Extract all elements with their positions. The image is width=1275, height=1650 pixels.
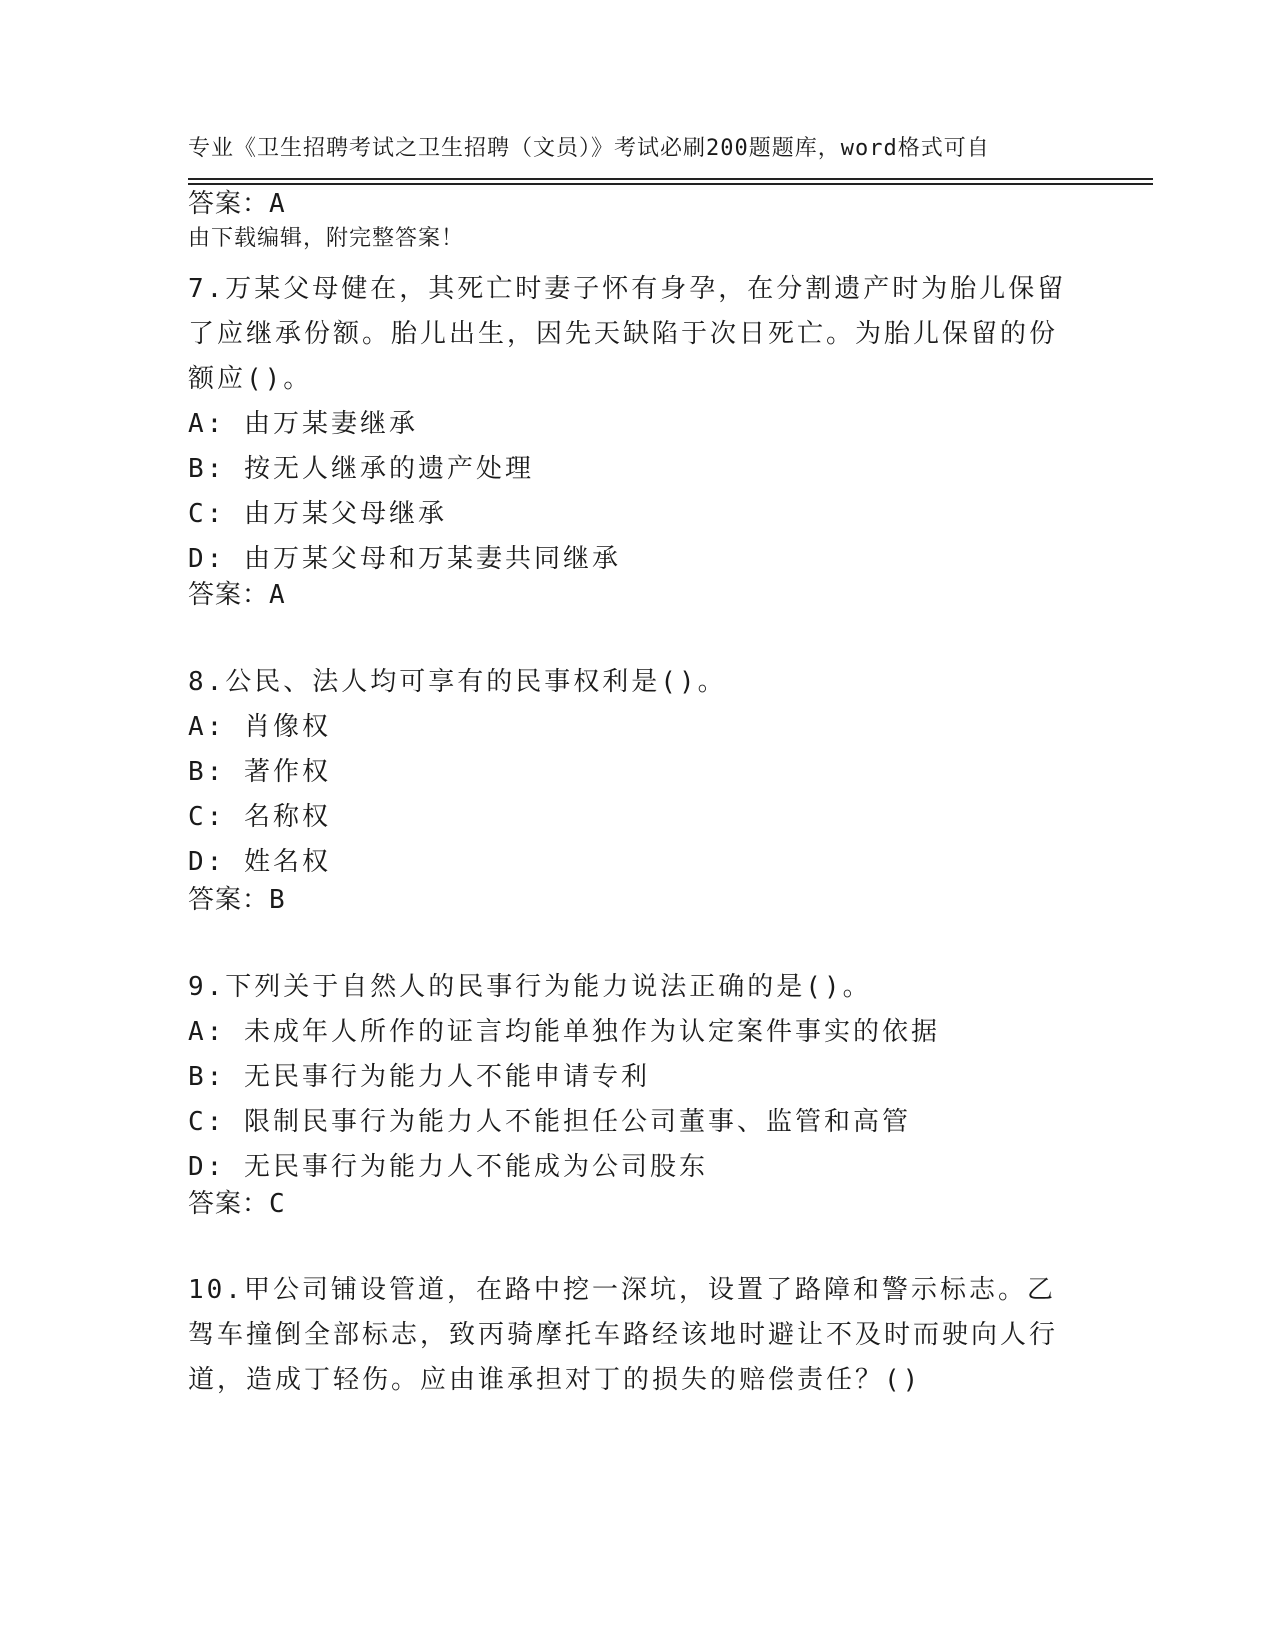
question-8-option-d: D: 姓名权 <box>188 847 331 877</box>
question-8-stem: 8.公民、法人均可享有的民事权利是()。 <box>188 667 727 697</box>
question-8 <box>188 660 1068 885</box>
question-9-answer: 答案：C <box>188 1189 286 1219</box>
question-7-stem: 7.万某父母健在，其死亡时妻子怀有身孕，在分割遗产时为胎儿保留了应继承份额。胎儿出生，因先天缺陷于次日死亡。为胎儿保留的份额应()。 <box>188 274 1067 394</box>
question-7-option-c: C: 由万某父母继承 <box>188 499 447 529</box>
question-7-option-a: A: 由万某妻继承 <box>188 409 418 439</box>
header-line-1: 专业《卫生招聘考试之卫生招聘（文员）》考试必刷200题题库，word格式可自 <box>188 136 990 161</box>
question-9-option-a: A: 未成年人所作的证言均能单独作为认定案件事实的依据 <box>188 1017 940 1047</box>
question-9 <box>188 965 1068 1190</box>
question-8-option-a: A: 肖像权 <box>188 712 331 742</box>
question-9-option-c: C: 限制民事行为能力人不能担任公司董事、监管和高管 <box>188 1107 911 1137</box>
question-10-stem: 10.甲公司铺设管道，在路中挖一深坑，设置了路障和警示标志。乙驾车撞倒全部标志，致丙骑摩托车路经该地时避让不及时而驶向人行道，造成丁轻伤。应由谁承担对丁的损失的赔偿责任？() <box>188 1275 1059 1395</box>
question-10 <box>188 1268 1068 1403</box>
header-line-2: 由下载编辑，附完整答案！ <box>188 226 465 251</box>
question-9-option-b: B: 无民事行为能力人不能申请专利 <box>188 1062 650 1092</box>
header-rule-top <box>188 178 1153 180</box>
answer-previous: 答案：A <box>188 189 286 219</box>
question-9-stem: 9.下列关于自然人的民事行为能力说法正确的是()。 <box>188 972 872 1002</box>
question-8-option-c: C: 名称权 <box>188 802 331 832</box>
question-8-option-b: B: 著作权 <box>188 757 331 787</box>
question-7-option-d: D: 由万某父母和万某妻共同继承 <box>188 544 621 574</box>
header-rule-bottom <box>188 183 1153 185</box>
question-7 <box>188 267 1068 582</box>
question-9-option-d: D: 无民事行为能力人不能成为公司股东 <box>188 1152 708 1182</box>
question-8-answer: 答案：B <box>188 885 286 915</box>
question-7-answer: 答案：A <box>188 580 286 610</box>
question-7-option-b: B: 按无人继承的遗产处理 <box>188 454 534 484</box>
